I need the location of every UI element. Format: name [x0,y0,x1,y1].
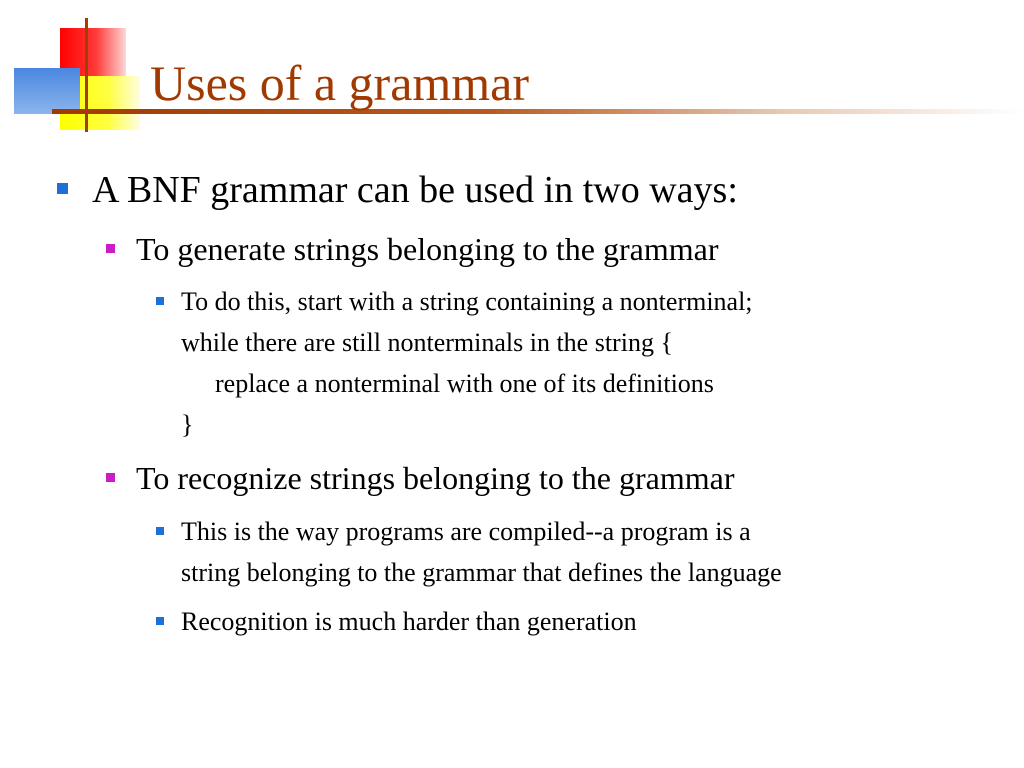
detail-line: while there are still nonterminals in the string { [181,328,673,357]
detail-line: This is the way programs are compiled--a program is a [181,517,751,546]
detail-line: } [181,410,194,439]
bullet-text: Recognition is much harder than generation [181,607,637,636]
bullet-point-recognize-difficulty [181,601,637,642]
square-bullet-icon [106,244,115,253]
square-bullet-icon [106,473,115,482]
logo-blue-square [14,68,80,114]
logo-vertical-line [85,18,88,132]
bullet-text: To recognize strings belonging to the grammar [136,460,735,496]
bullet-point-recognize-detail [181,511,782,593]
bullet-text: A BNF grammar can be used in two ways: [92,169,738,211]
bullet-point-generate-detail [181,281,753,445]
bullet-point-level1 [92,168,738,212]
detail-line: string belonging to the grammar that defines the language [181,558,782,587]
detail-line: To do this, start with a string containing a nonterminal; [181,287,753,316]
square-bullet-icon [156,297,164,305]
bullet-point-generate [136,230,718,268]
detail-line: replace a nonterminal with one of its definitions [215,369,714,398]
bullet-point-recognize [136,459,734,497]
bullet-text: To generate strings belonging to the grammar [136,231,719,267]
square-bullet-icon [57,183,68,194]
square-bullet-icon [156,617,164,625]
slide-title: Uses of a grammar [150,55,530,111]
square-bullet-icon [156,527,164,535]
